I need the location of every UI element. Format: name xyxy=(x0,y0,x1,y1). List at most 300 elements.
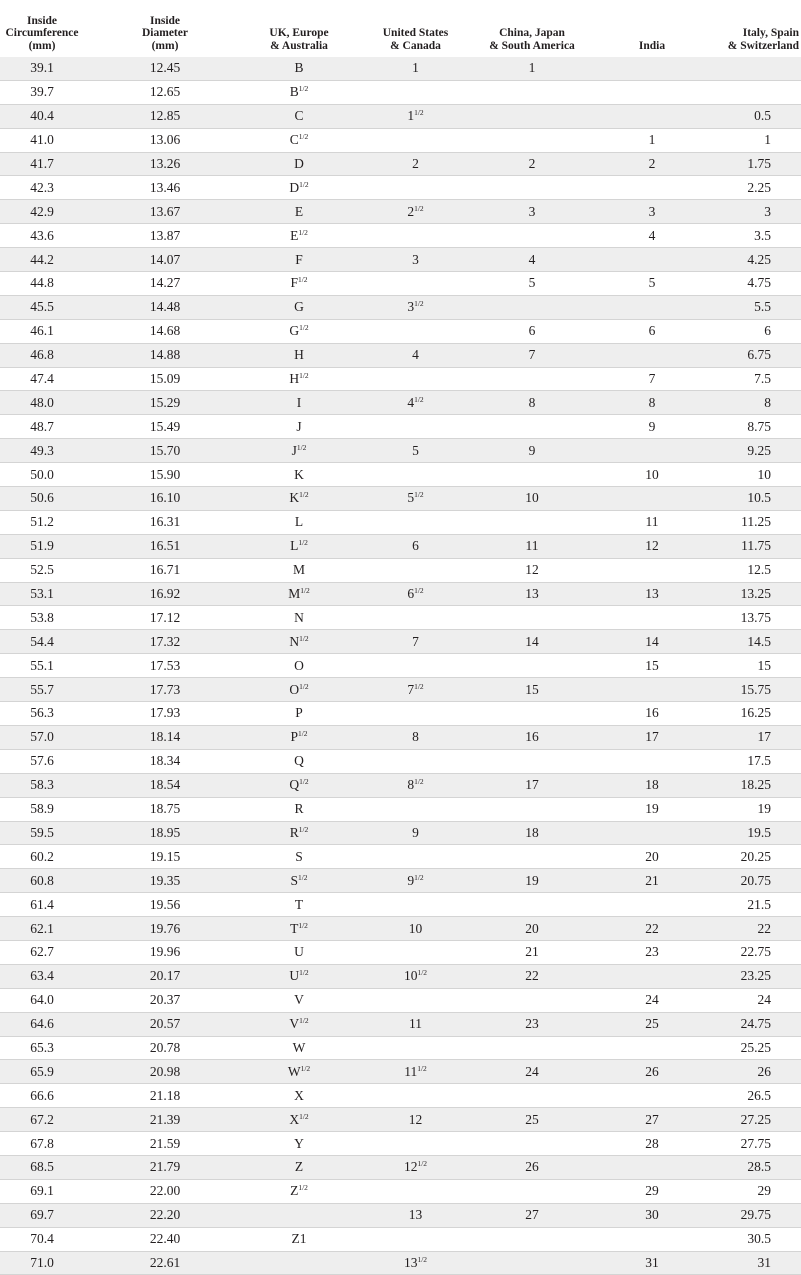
united-states-canada-cell xyxy=(358,487,473,511)
size-value: 4 xyxy=(412,347,419,363)
india-cell xyxy=(591,702,713,726)
china-japan-south-america-cell xyxy=(473,558,591,582)
size-value: 16.92 xyxy=(149,586,181,602)
size-value: 20.17 xyxy=(149,968,181,984)
united-states-canada-cell xyxy=(358,224,473,248)
united-states-canada-cell xyxy=(358,1108,473,1132)
india-cell xyxy=(591,582,713,606)
size-value: 4.75 xyxy=(747,275,771,291)
india-cell xyxy=(591,295,713,319)
size-value: E xyxy=(290,227,299,243)
uk-europe-australia-cell xyxy=(240,821,358,845)
china-japan-south-america-cell xyxy=(473,1251,591,1275)
india-cell xyxy=(591,1036,713,1060)
inside-circumference-cell xyxy=(0,582,90,606)
size-value: 1 xyxy=(648,132,656,148)
size-value: D xyxy=(294,156,304,171)
size-value: 20 xyxy=(645,848,659,864)
uk-europe-australia-cell xyxy=(240,152,358,176)
table-row xyxy=(0,104,801,128)
table-row xyxy=(0,630,801,654)
half-size-superscript: 1/2 xyxy=(417,1063,427,1073)
half-size-superscript: 1/2 xyxy=(417,968,428,978)
table-row xyxy=(0,1108,801,1132)
china-japan-south-america-cell xyxy=(473,510,591,534)
united-states-canada-cell xyxy=(358,678,473,702)
size-value: D xyxy=(289,179,300,195)
size-value: 11 xyxy=(409,1016,422,1032)
size-value: 1 xyxy=(528,60,536,76)
size-value: 13.67 xyxy=(149,203,181,219)
united-states-canada-cell xyxy=(358,1036,473,1060)
united-states-canada-cell xyxy=(358,869,473,893)
half-size-superscript: 1/2 xyxy=(299,323,309,333)
size-value: 27.25 xyxy=(740,1111,771,1127)
inside-circumference-cell xyxy=(0,1132,90,1156)
italy-spain-switzerland-cell xyxy=(713,224,801,248)
inside-diameter-cell xyxy=(90,940,240,964)
half-size-superscript: 1/2 xyxy=(298,1183,308,1193)
italy-spain-switzerland-cell xyxy=(713,797,801,821)
inside-diameter-cell xyxy=(90,534,240,558)
size-value: 18.25 xyxy=(740,777,771,793)
united-states-canada-cell xyxy=(358,702,473,726)
uk-europe-australia-cell xyxy=(240,964,358,988)
india-cell xyxy=(591,487,713,511)
uk-europe-australia-cell xyxy=(240,773,358,797)
inside-diameter-cell xyxy=(90,869,240,893)
united-states-canada-cell xyxy=(358,57,473,80)
size-value: 13 xyxy=(525,586,539,602)
china-japan-south-america-cell xyxy=(473,821,591,845)
size-value: 16.25 xyxy=(740,705,771,721)
italy-spain-switzerland-cell xyxy=(713,1227,801,1251)
size-value: 16.71 xyxy=(149,562,181,578)
inside-circumference-cell xyxy=(0,725,90,749)
inside-circumference-cell xyxy=(0,1179,90,1203)
uk-europe-australia-cell xyxy=(240,415,358,439)
size-value: 24.75 xyxy=(740,1016,771,1032)
size-value: 18.54 xyxy=(149,777,181,793)
size-value: N xyxy=(289,633,300,649)
china-japan-south-america-cell xyxy=(473,702,591,726)
united-states-canada-cell xyxy=(358,391,473,415)
size-value: 17 xyxy=(757,729,771,745)
uk-europe-australia-cell xyxy=(240,57,358,80)
size-value: 13.25 xyxy=(740,586,771,602)
inside-circumference-cell xyxy=(0,1036,90,1060)
italy-spain-switzerland-cell xyxy=(713,152,801,176)
size-value: 21 xyxy=(525,944,539,960)
size-value: 15 xyxy=(757,657,771,673)
india-cell xyxy=(591,678,713,702)
china-japan-south-america-cell xyxy=(473,128,591,152)
size-value: Y xyxy=(294,1135,304,1151)
size-value: O xyxy=(289,681,300,697)
size-value: 46.8 xyxy=(30,347,54,363)
uk-europe-australia-cell xyxy=(240,725,358,749)
size-value: 61.4 xyxy=(30,896,54,912)
size-value: 6.75 xyxy=(747,347,771,363)
half-size-superscript: 1/2 xyxy=(299,968,309,978)
inside-circumference-cell xyxy=(0,869,90,893)
size-value: K xyxy=(294,466,304,482)
size-value: 50.0 xyxy=(30,466,54,482)
size-value: 13 xyxy=(408,1207,423,1223)
china-japan-south-america-cell xyxy=(473,1179,591,1203)
china-japan-south-america-cell xyxy=(473,343,591,367)
inside-circumference-cell xyxy=(0,104,90,128)
size-value: 15.09 xyxy=(149,371,181,387)
china-japan-south-america-cell xyxy=(473,152,591,176)
size-value: 5 xyxy=(412,442,419,458)
size-value: R xyxy=(294,801,304,817)
inside-circumference-cell xyxy=(0,176,90,200)
size-value: 30.5 xyxy=(747,1231,771,1247)
size-value: 8 xyxy=(407,777,415,793)
inside-diameter-cell xyxy=(90,893,240,917)
size-value: 5.5 xyxy=(754,299,771,315)
half-size-superscript: 1/2 xyxy=(414,490,424,500)
inside-diameter-cell xyxy=(90,725,240,749)
size-value: 2 xyxy=(407,203,415,219)
united-states-canada-cell xyxy=(358,343,473,367)
table-row xyxy=(0,940,801,964)
inside-diameter-cell xyxy=(90,367,240,391)
china-japan-south-america-cell xyxy=(473,463,591,487)
size-value: 26 xyxy=(757,1063,771,1079)
uk-europe-australia-cell xyxy=(240,272,358,296)
italy-spain-switzerland-cell xyxy=(713,248,801,272)
table-row xyxy=(0,200,801,224)
table-row xyxy=(0,1227,801,1251)
inside-diameter-cell xyxy=(90,606,240,630)
china-japan-south-america-cell xyxy=(473,606,591,630)
uk-europe-australia-cell xyxy=(240,128,358,152)
united-states-canada-cell xyxy=(358,917,473,941)
size-value: 8 xyxy=(412,729,419,745)
italy-spain-switzerland-cell xyxy=(713,176,801,200)
size-value: 6 xyxy=(648,323,656,339)
italy-spain-switzerland-cell xyxy=(713,1060,801,1084)
inside-circumference-cell xyxy=(0,463,90,487)
uk-europe-australia-cell xyxy=(240,940,358,964)
india-cell xyxy=(591,200,713,224)
size-value: 53.1 xyxy=(30,586,54,602)
size-value: 10 xyxy=(408,920,423,936)
table-row xyxy=(0,678,801,702)
size-value: 2 xyxy=(528,156,536,171)
inside-circumference-cell xyxy=(0,606,90,630)
inside-circumference-cell xyxy=(0,1155,90,1179)
china-japan-south-america-cell xyxy=(473,940,591,964)
table-row xyxy=(0,845,801,869)
india-cell xyxy=(591,845,713,869)
table-row xyxy=(0,654,801,678)
size-value: 10 xyxy=(403,968,418,984)
size-value: Z1 xyxy=(291,1231,307,1247)
inside-circumference-cell xyxy=(0,80,90,104)
uk-europe-australia-cell xyxy=(240,1084,358,1108)
inside-diameter-cell xyxy=(90,319,240,343)
table-row xyxy=(0,439,801,463)
united-states-canada-cell xyxy=(358,1227,473,1251)
size-value: 22 xyxy=(645,920,659,936)
size-value: 11 xyxy=(645,514,659,530)
size-value: J xyxy=(296,418,302,434)
table-row xyxy=(0,152,801,176)
size-value: 24 xyxy=(757,992,771,1008)
china-japan-south-america-cell xyxy=(473,224,591,248)
size-value: 15.70 xyxy=(149,442,181,458)
india-cell xyxy=(591,128,713,152)
china-japan-south-america-cell xyxy=(473,654,591,678)
size-value: 21.59 xyxy=(149,1135,181,1151)
china-japan-south-america-cell xyxy=(473,176,591,200)
united-states-canada-cell xyxy=(358,367,473,391)
size-value: 17 xyxy=(645,729,659,745)
inside-diameter-cell xyxy=(90,80,240,104)
size-value: 42.9 xyxy=(30,203,54,219)
inside-circumference-cell xyxy=(0,128,90,152)
united-states-canada-cell xyxy=(358,272,473,296)
china-japan-south-america-cell xyxy=(473,80,591,104)
size-value: 15 xyxy=(525,681,539,697)
inside-diameter-cell xyxy=(90,988,240,1012)
italy-spain-switzerland-cell xyxy=(713,1203,801,1227)
header-united-states-canada: United States & Canada xyxy=(382,27,449,52)
china-japan-south-america-cell xyxy=(473,200,591,224)
size-value: 18.34 xyxy=(149,753,181,769)
uk-europe-australia-cell xyxy=(240,439,358,463)
india-cell xyxy=(591,1155,713,1179)
india-cell xyxy=(591,57,713,80)
table-header xyxy=(0,0,801,57)
half-size-superscript: 1/2 xyxy=(298,920,308,930)
italy-spain-switzerland-cell xyxy=(713,1132,801,1156)
size-value: 3 xyxy=(648,203,656,219)
uk-europe-australia-cell xyxy=(240,1155,358,1179)
united-states-canada-cell xyxy=(358,893,473,917)
size-value: 44.2 xyxy=(30,251,54,267)
india-cell xyxy=(591,343,713,367)
size-value: 13.26 xyxy=(149,156,181,171)
size-value: 60.2 xyxy=(30,848,54,864)
size-value: G xyxy=(294,299,304,315)
italy-spain-switzerland-cell xyxy=(713,128,801,152)
italy-spain-switzerland-cell xyxy=(713,821,801,845)
size-value: 63.4 xyxy=(30,968,54,984)
inside-circumference-cell xyxy=(0,1084,90,1108)
india-cell xyxy=(591,152,713,176)
size-value: 5 xyxy=(528,275,536,291)
italy-spain-switzerland-cell xyxy=(713,57,801,80)
india-cell xyxy=(591,439,713,463)
size-value: T xyxy=(290,920,299,936)
united-states-canada-cell xyxy=(358,582,473,606)
uk-europe-australia-cell xyxy=(240,630,358,654)
india-cell xyxy=(591,176,713,200)
size-value: F xyxy=(295,251,303,267)
india-cell xyxy=(591,749,713,773)
size-value: 21.5 xyxy=(747,896,771,912)
inside-diameter-cell xyxy=(90,57,240,80)
size-value: 1.75 xyxy=(747,156,771,171)
half-size-superscript: 1/2 xyxy=(414,872,424,882)
table-row xyxy=(0,463,801,487)
table-row xyxy=(0,1132,801,1156)
italy-spain-switzerland-cell xyxy=(713,964,801,988)
india-cell xyxy=(591,1108,713,1132)
inside-diameter-cell xyxy=(90,773,240,797)
india-cell xyxy=(591,940,713,964)
united-states-canada-cell xyxy=(358,773,473,797)
size-value: 15 xyxy=(645,657,659,673)
size-value: 67.8 xyxy=(30,1135,54,1151)
size-value: 24 xyxy=(525,1063,539,1079)
size-value: 22.40 xyxy=(149,1231,181,1247)
size-value: 70.4 xyxy=(30,1231,54,1247)
size-value: 17.5 xyxy=(747,753,771,769)
uk-europe-australia-cell xyxy=(240,988,358,1012)
india-cell xyxy=(591,893,713,917)
size-value: R xyxy=(289,824,299,840)
china-japan-south-america-cell xyxy=(473,1084,591,1108)
italy-spain-switzerland-cell xyxy=(713,845,801,869)
india-cell xyxy=(591,1251,713,1275)
italy-spain-switzerland-cell xyxy=(713,510,801,534)
size-value: 13.46 xyxy=(149,179,181,195)
size-value: 64.6 xyxy=(30,1016,54,1032)
size-value: 20.98 xyxy=(149,1063,181,1079)
size-value: M xyxy=(288,586,301,602)
italy-spain-switzerland-cell xyxy=(713,725,801,749)
united-states-canada-cell xyxy=(358,558,473,582)
size-value: 3 xyxy=(528,203,536,219)
half-size-superscript: 1/2 xyxy=(299,681,309,691)
half-size-superscript: 1/2 xyxy=(300,1063,311,1073)
size-value: 10 xyxy=(645,466,659,482)
inside-diameter-cell xyxy=(90,678,240,702)
italy-spain-switzerland-cell xyxy=(713,749,801,773)
italy-spain-switzerland-cell xyxy=(713,367,801,391)
united-states-canada-cell xyxy=(358,988,473,1012)
size-value: 14.48 xyxy=(149,299,181,315)
size-value: 18 xyxy=(525,824,539,840)
inside-circumference-cell xyxy=(0,630,90,654)
size-value: 28.5 xyxy=(747,1159,771,1175)
inside-circumference-cell xyxy=(0,845,90,869)
india-cell xyxy=(591,1227,713,1251)
size-value: 21.79 xyxy=(149,1159,181,1175)
size-value: 29 xyxy=(757,1183,771,1199)
size-value: 60.8 xyxy=(30,872,54,888)
size-value: X xyxy=(294,1087,304,1103)
size-value: 4 xyxy=(407,394,415,410)
size-value: 55.7 xyxy=(30,681,54,697)
size-value: 9 xyxy=(648,418,656,434)
size-value: 41.7 xyxy=(30,156,54,171)
india-cell xyxy=(591,797,713,821)
table-row xyxy=(0,128,801,152)
uk-europe-australia-cell xyxy=(240,1036,358,1060)
uk-europe-australia-cell xyxy=(240,558,358,582)
size-value: 25 xyxy=(645,1016,659,1032)
table-row xyxy=(0,773,801,797)
china-japan-south-america-cell xyxy=(473,319,591,343)
inside-diameter-cell xyxy=(90,128,240,152)
inside-diameter-cell xyxy=(90,845,240,869)
inside-diameter-cell xyxy=(90,224,240,248)
inside-diameter-cell xyxy=(90,104,240,128)
size-value: 58.9 xyxy=(30,801,54,817)
china-japan-south-america-cell xyxy=(473,1012,591,1036)
india-cell xyxy=(591,1179,713,1203)
italy-spain-switzerland-cell xyxy=(713,582,801,606)
inside-diameter-cell xyxy=(90,1036,240,1060)
inside-circumference-cell xyxy=(0,654,90,678)
table-row xyxy=(0,988,801,1012)
inside-circumference-cell xyxy=(0,988,90,1012)
table-row xyxy=(0,224,801,248)
uk-europe-australia-cell xyxy=(240,510,358,534)
uk-europe-australia-cell xyxy=(240,463,358,487)
size-value: 46.1 xyxy=(30,323,54,339)
size-value: S xyxy=(290,872,298,888)
size-value: 7 xyxy=(528,347,536,363)
inside-diameter-cell xyxy=(90,821,240,845)
india-cell xyxy=(591,821,713,845)
size-value: C xyxy=(289,132,299,148)
table-row xyxy=(0,343,801,367)
size-value: 3 xyxy=(412,251,419,267)
table-row xyxy=(0,57,801,80)
size-value: 11 xyxy=(404,1063,418,1079)
size-value: 16.31 xyxy=(149,514,181,530)
inside-circumference-cell xyxy=(0,391,90,415)
united-states-canada-cell xyxy=(358,128,473,152)
size-value: 19.96 xyxy=(149,944,181,960)
size-value: 4 xyxy=(648,227,656,243)
uk-europe-australia-cell xyxy=(240,582,358,606)
inside-circumference-cell xyxy=(0,487,90,511)
inside-circumference-cell xyxy=(0,773,90,797)
china-japan-south-america-cell xyxy=(473,439,591,463)
uk-europe-australia-cell xyxy=(240,176,358,200)
half-size-superscript: 1/2 xyxy=(298,84,309,94)
table-row xyxy=(0,1012,801,1036)
table-row xyxy=(0,1036,801,1060)
italy-spain-switzerland-cell xyxy=(713,558,801,582)
inside-diameter-cell xyxy=(90,200,240,224)
size-value: 52.5 xyxy=(30,562,54,578)
size-value: L xyxy=(294,514,304,530)
table-row xyxy=(0,797,801,821)
size-value: 17 xyxy=(525,777,539,793)
india-cell xyxy=(591,391,713,415)
india-cell xyxy=(591,367,713,391)
china-japan-south-america-cell xyxy=(473,678,591,702)
china-japan-south-america-cell xyxy=(473,367,591,391)
size-value: 19.35 xyxy=(149,872,181,888)
united-states-canada-cell xyxy=(358,845,473,869)
size-value: 26 xyxy=(525,1159,539,1175)
size-value: 56.3 xyxy=(30,705,54,721)
table-row xyxy=(0,964,801,988)
italy-spain-switzerland-cell xyxy=(713,1036,801,1060)
size-value: 62.1 xyxy=(30,920,54,936)
uk-europe-australia-cell xyxy=(240,224,358,248)
